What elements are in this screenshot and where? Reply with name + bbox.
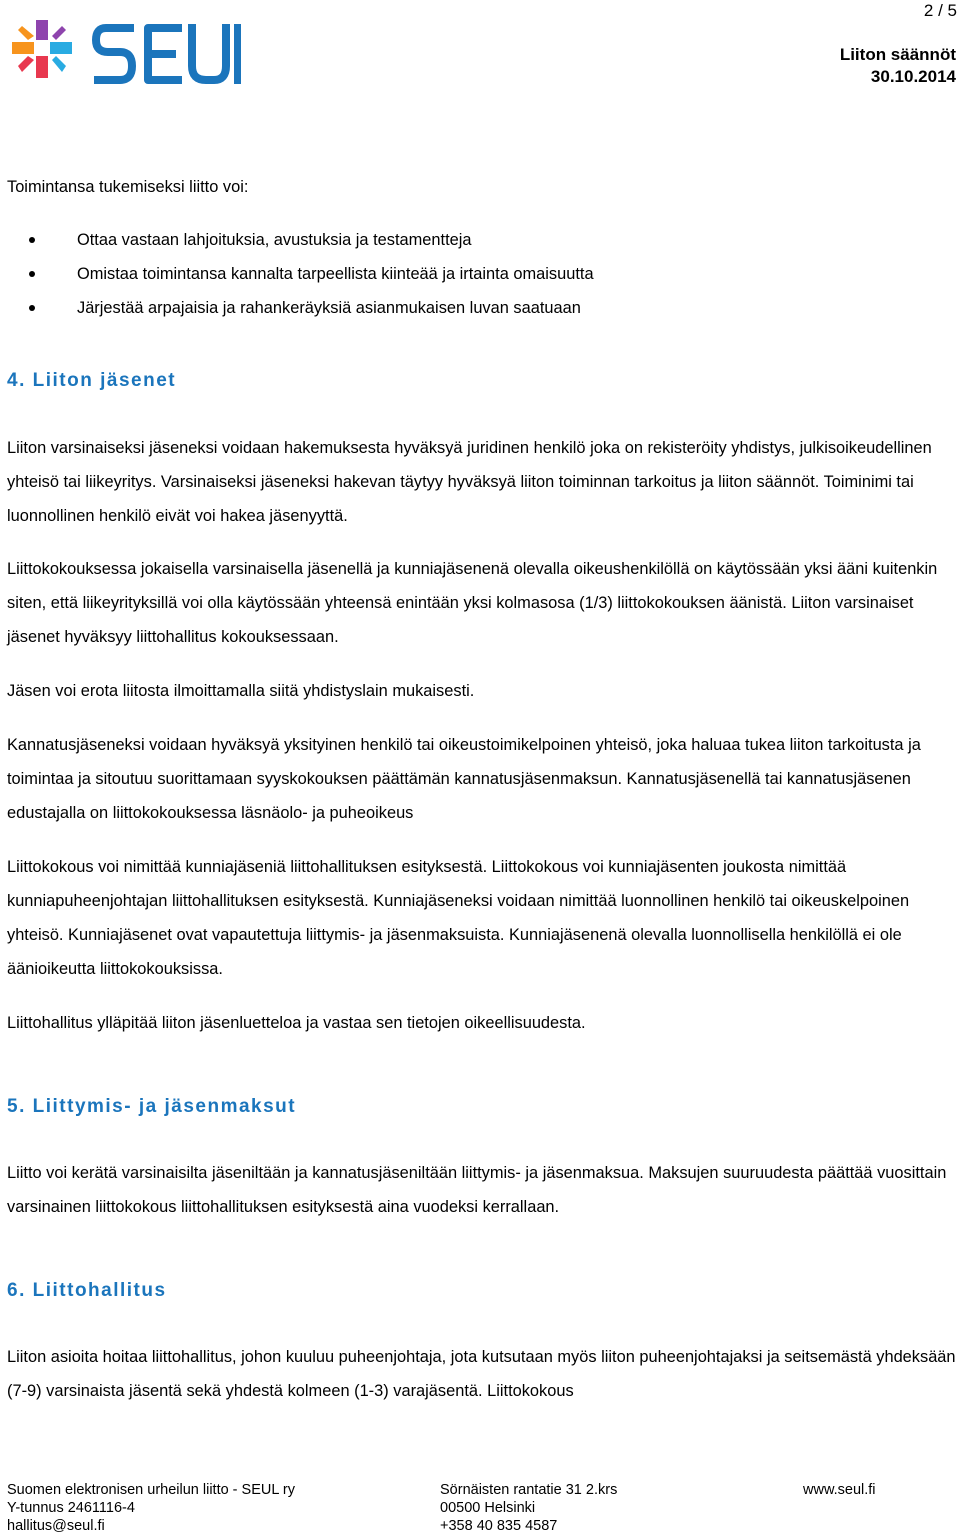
section-4-heading: 4. Liiton jäsenet <box>7 370 177 391</box>
footer-phone: +358 40 835 4587 <box>440 1518 558 1534</box>
page-number: 2 / 5 <box>923 1 957 20</box>
section-4-paragraph-4: Kannatusjäseneksi voidaan hyväksyä yksityinen henkilö tai oikeustoimikelpoinen yhteisö, joka haluaa tukea liiton tarkoitusta ja toimintaa ja sitoutuu suorittamaan syyskokouksen päättämän kannatusjäsenmaksun. Kannatusjäsenellä tai kannatusjäsenen edustajalla on liittokokouksessa läsnäolo- ja puheoikeus <box>7 736 921 822</box>
footer-email-link[interactable]: hallitus@seul.fi <box>7 1518 105 1534</box>
footer-org-column <box>7 1481 295 1535</box>
list-item: Ottaa vastaan lahjoituksia, avustuksia ja testamentteja <box>7 223 957 257</box>
footer-org-name: Suomen elektronisen urheilun liitto - SEUL ry <box>7 1482 295 1498</box>
section-4-paragraph-6: Liittohallitus ylläpitää liiton jäsenluetteloa ja vastaa sen tietojen oikeellisuudesta. <box>7 1014 586 1032</box>
document-title: Liiton säännöt <box>839 45 956 64</box>
section-6-heading: 6. Liittohallitus <box>7 1280 167 1301</box>
section-4-paragraph-2: Liittokokouksessa jokaisella varsinaisella jäsenellä ja kunniajäsenenä olevalla oikeushenkilöllä on käytössään yksi ääni kuitenkin siten, että liikeyrityksillä voi olla käytössään yhteensä enintään yksi kolmasosa (1/3) liittokokouksen äänistä. Liiton varsinaiset jäsenet hyväksyy liittohallitus kokouksessaan. <box>7 560 938 646</box>
logo-cross-icon <box>12 20 72 78</box>
footer-web-column <box>803 1481 876 1499</box>
document-body <box>7 170 957 1408</box>
bullet-icon <box>29 237 35 243</box>
page-header <box>0 0 960 110</box>
document-date: 30.10.2014 <box>870 67 956 86</box>
intro-text: Toimintansa tukemiseksi liitto voi: <box>7 178 249 196</box>
seul-logo-graphic <box>6 18 241 90</box>
footer-street: Sörnäisten rantatie 31 2.krs <box>440 1482 618 1498</box>
section-4-paragraph-3: Jäsen voi erota liitosta ilmoittamalla siitä yhdistyslain mukaisesti. <box>7 682 475 700</box>
seul-logo <box>6 18 241 90</box>
footer-postal: 00500 Helsinki <box>440 1500 536 1516</box>
bullet-icon <box>29 271 35 277</box>
section-5-heading: 5. Liittymis- ja jäsenmaksut <box>7 1096 297 1117</box>
section-6-paragraph-1: Liiton asioita hoitaa liittohallitus, johon kuuluu puheenjohtaja, jota kutsutaan myös liiton puheenjohtajaksi ja seitsemästä yhdeksään (7-9) varsinaista jäsentä sekä yhdestä kolmeen (1-3) varajäsentä. Liittokokous <box>7 1348 956 1400</box>
footer-website-link[interactable]: www.seul.fi <box>803 1482 876 1498</box>
section-4-paragraph-5: Liittokokous voi nimittää kunniajäseniä liittohallituksen esityksestä. Liittokokous voi kunniajäsenten joukosta nimittää kunniapuheenjohtajan liittohallituksen esityksestä. Kunniajäseneksi voidaan nimittää luonnollinen henkilö tai oikeuskelpoinen yhteisö. Kunniajäsenet ovat vapautettuja liittymis- ja jäsenmaksuista. Kunniajäsenenä olevalla luonnollisella henkilöllä ei ole äänioikeutta liittokokouksissa. <box>7 858 910 978</box>
list-item: Järjestää arpajaisia ja rahankeräyksiä asianmukaisen luvan saatuaan <box>7 291 957 325</box>
list-item: Omistaa toimintansa kannalta tarpeellista kiinteää ja irtainta omaisuutta <box>7 257 957 291</box>
section-4-paragraph-1: Liiton varsinaiseksi jäseneksi voidaan hakemuksesta hyväksyä juridinen henkilö joka on rekisteröity yhdistys, julkisoikeudellinen yhteisö tai liikeyritys. Varsinaiseksi jäseneksi hakevan täytyy hyväksyä liiton toiminnan tarkoitus ja liiton säännöt. Toiminimi tai luonnollinen henkilö eivät voi hakea jäsenyyttä. <box>7 439 932 525</box>
intro-bullet-list <box>7 223 957 325</box>
footer-business-id: Y-tunnus 2461116-4 <box>7 1500 135 1516</box>
section-5-paragraph-1: Liitto voi kerätä varsinaisilta jäseniltään ja kannatusjäseniltään liittymis- ja jäsenmaksua. Maksujen suuruudesta päättää vuosittain varsinainen liittokokous liittohallituksen esityksestä aina vuodeksi kerrallaan. <box>7 1164 947 1216</box>
bullet-icon <box>29 305 35 311</box>
footer-address-column <box>440 1481 617 1535</box>
